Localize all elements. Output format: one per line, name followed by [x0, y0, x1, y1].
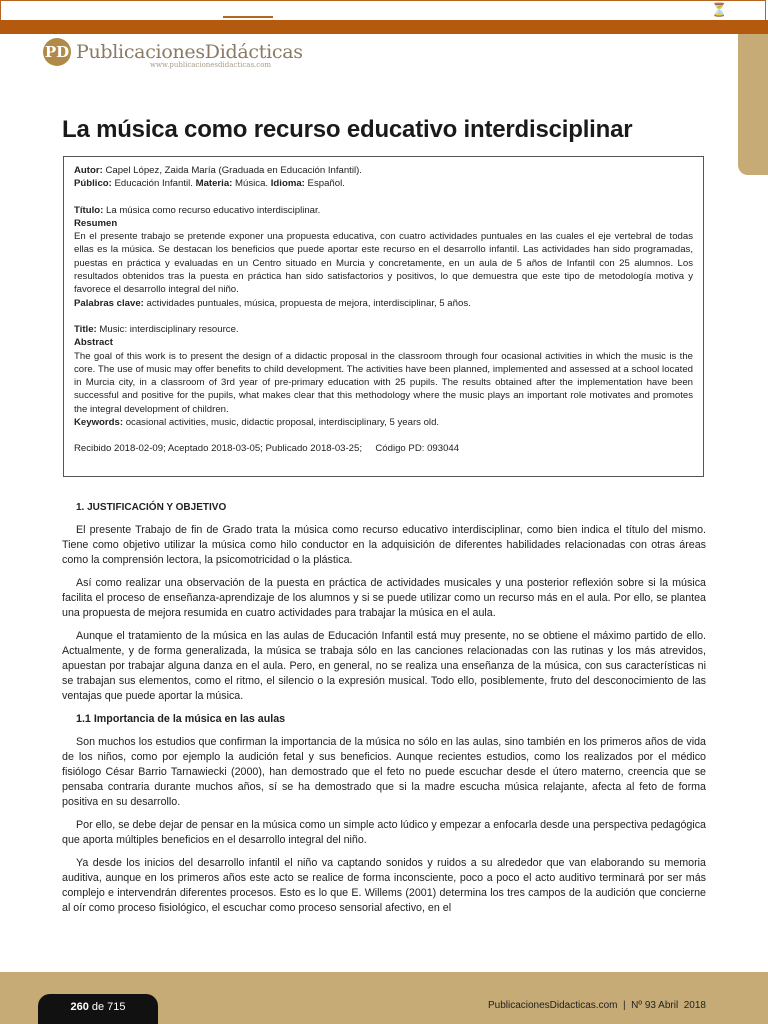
- audience-line: Público: Educación Infantil. Materia: Música. Idioma: Español.: [74, 178, 345, 190]
- header-bar: [0, 20, 768, 34]
- paragraph: Por ello, se debe dejar de pensar en la música como un simple acto lúdico y empezar a enfocarla desde una perspectiva pedagógica que aporta múltiples beneficios en el desarrollo integral del niño.: [62, 819, 706, 846]
- abstract-text: The goal of this work is to present the design of a didactic proposal in the classroom through four ocasional activities in which the music is the core. The use of music may offer benefits to child development. The activities have been planned, implemented and assessed at a school located in Murcia city, in a classroom of 3rd year of pre-primary education with 25 pupils. The results obtained after the implementation have been successful and positive for the pupils, what makes clear that this methodology where the music plays an important role motivates and promotes the integral development of children.: [74, 350, 693, 415]
- hourglass-icon: ⏳: [711, 2, 728, 17]
- section-heading: 1. JUSTIFICACIÓN Y OBJETIVO: [76, 502, 227, 513]
- article-title: La música como recurso educativo interdisciplinar: [62, 116, 633, 143]
- side-tab: [738, 34, 768, 175]
- top-underline: [223, 16, 273, 18]
- paragraph: Así como realizar una observación de la puesta en práctica de actividades musicales y una posterior reflexión sobre si la música facilita el proceso de enseñanza-aprendizaje de los alumnos y si se puede utilizar como un recurso más en el aula. Por ello, se plantea una propuesta de mejora resumida en cuatro actividades para trabajar la música en el aula.: [62, 577, 706, 619]
- page-number-badge: [38, 994, 158, 1024]
- paragraph: Son muchos los estudios que confirman la importancia de la música no sólo en las aulas, sino también en los primeros años de vida de los niños, como por ejemplo la audición fetal y sus beneficios. Aunque recientes estudios, como los realizados por el médico fisiólogo César Barrio Tarnawiecki (2000), han demostrado que el feto no puede escuchar desde el útero materno, creencia que se pensaba contraria durante muchos años, sí se ha demostrado que si la madre escucha música relajante, afecta al feto de forma positiva en su desarrollo.: [62, 736, 706, 808]
- title-en-line: Title: Music: interdisciplinary resource.: [74, 323, 239, 335]
- logo-icon: PD: [43, 38, 71, 66]
- author-line: Autor: Capel López, Zaida María (Graduada en Educación Infantil).: [74, 165, 362, 176]
- page-total: de 715: [88, 1001, 126, 1013]
- keywords-line: Keywords: ocasional activities, music, didactic proposal, interdisciplinary, 5 years old.: [74, 417, 440, 429]
- article-body: [62, 500, 706, 924]
- logo-name: PublicacionesDidácticas: [76, 41, 303, 63]
- dates-line: Recibido 2018-02-09; Aceptado 2018-03-05; Publicado 2018-03-25; Código PD: 093044: [74, 443, 460, 455]
- resumen-heading: Resumen: [74, 217, 118, 229]
- footer-site-info: PublicacionesDidacticas.com | Nº 93 Abril 2018: [487, 1000, 706, 1011]
- paragraph: El presente Trabajo de fin de Grado trata la música como recurso educativo interdisciplinar, como bien indica el título del mismo. Tiene como objetivo utilizar la música como hilo conductor en la adquisición de diferentes habilidades relacionadas con otras áreas como la comprensión lectora, la psicomotricidad o la plástica.: [62, 524, 706, 566]
- paragraph: Aunque el tratamiento de la música en las aulas de Educación Infantil está muy presente, no se obtiene el máximo partido de ello. Actualmente, y de forma generalizada, la música se trabaja sólo en las canciones relacionadas con las rutinas y los más atrevidos, apuestan por trabajar alguna danza en el aula. Pero, en general, no se realiza una enseñanza de la música, con sus características ni se trabajan sus elementos, como el ritmo, el silencio o la expresión musical. Todo ello, posiblemente, fruto del desconocimiento de las ventajas que puede aportar la música.: [62, 630, 706, 702]
- paragraph: Ya desde los inicios del desarrollo infantil el niño va captando sonidos y ruidos a su alrededor que van elaborando su memoria auditiva, aunque en los primeros años este acto se realice de forma inconsciente, poco a poco el acto auditivo terminará por ser más complejo e intervendrán diferentes procesos. Esto es lo que E. Willems (2001) determina los tres campos de la audición que concierne al oír como proceso fisiológico, el escuchar como proceso sensorial afectivo, en el: [62, 857, 706, 914]
- resumen-text: En el presente trabajo se pretende exponer una propuesta educativa, con cuatro actividades puntuales en las cuales el eje vertebral de todas ellas es la música. Se destacan los beneficios que puede aportar este recurso en el desarrollo infantil. Las actividades han sido programadas, puestas en práctica y evaluadas en un Centro situado en Murcia y concretamente, en un aula de 5 años de Infantil con 25 alumnos. Los resultados obtenidos tras la puesta en práctica han sido satisfactorios y positivos, lo que demuestra que este tipo de metodología motiva y favorece el desarrollo integral del niño.: [74, 231, 693, 296]
- abstract-heading: Abstract: [74, 337, 113, 349]
- titulo-line: Título: La música como recurso educativo interdisciplinar.: [74, 204, 321, 216]
- page-current: 260: [70, 1001, 89, 1013]
- palabras-clave-line: Palabras clave: actividades puntuales, música, propuesta de mejora, interdisciplinar, 5 años.: [74, 297, 471, 309]
- top-border: [0, 0, 766, 20]
- abstract-box: [63, 156, 704, 477]
- subsection-heading: 1.1 Importancia de la música en las aulas: [76, 713, 286, 725]
- logo-url: www.publicacionesdidacticas.com: [150, 61, 272, 69]
